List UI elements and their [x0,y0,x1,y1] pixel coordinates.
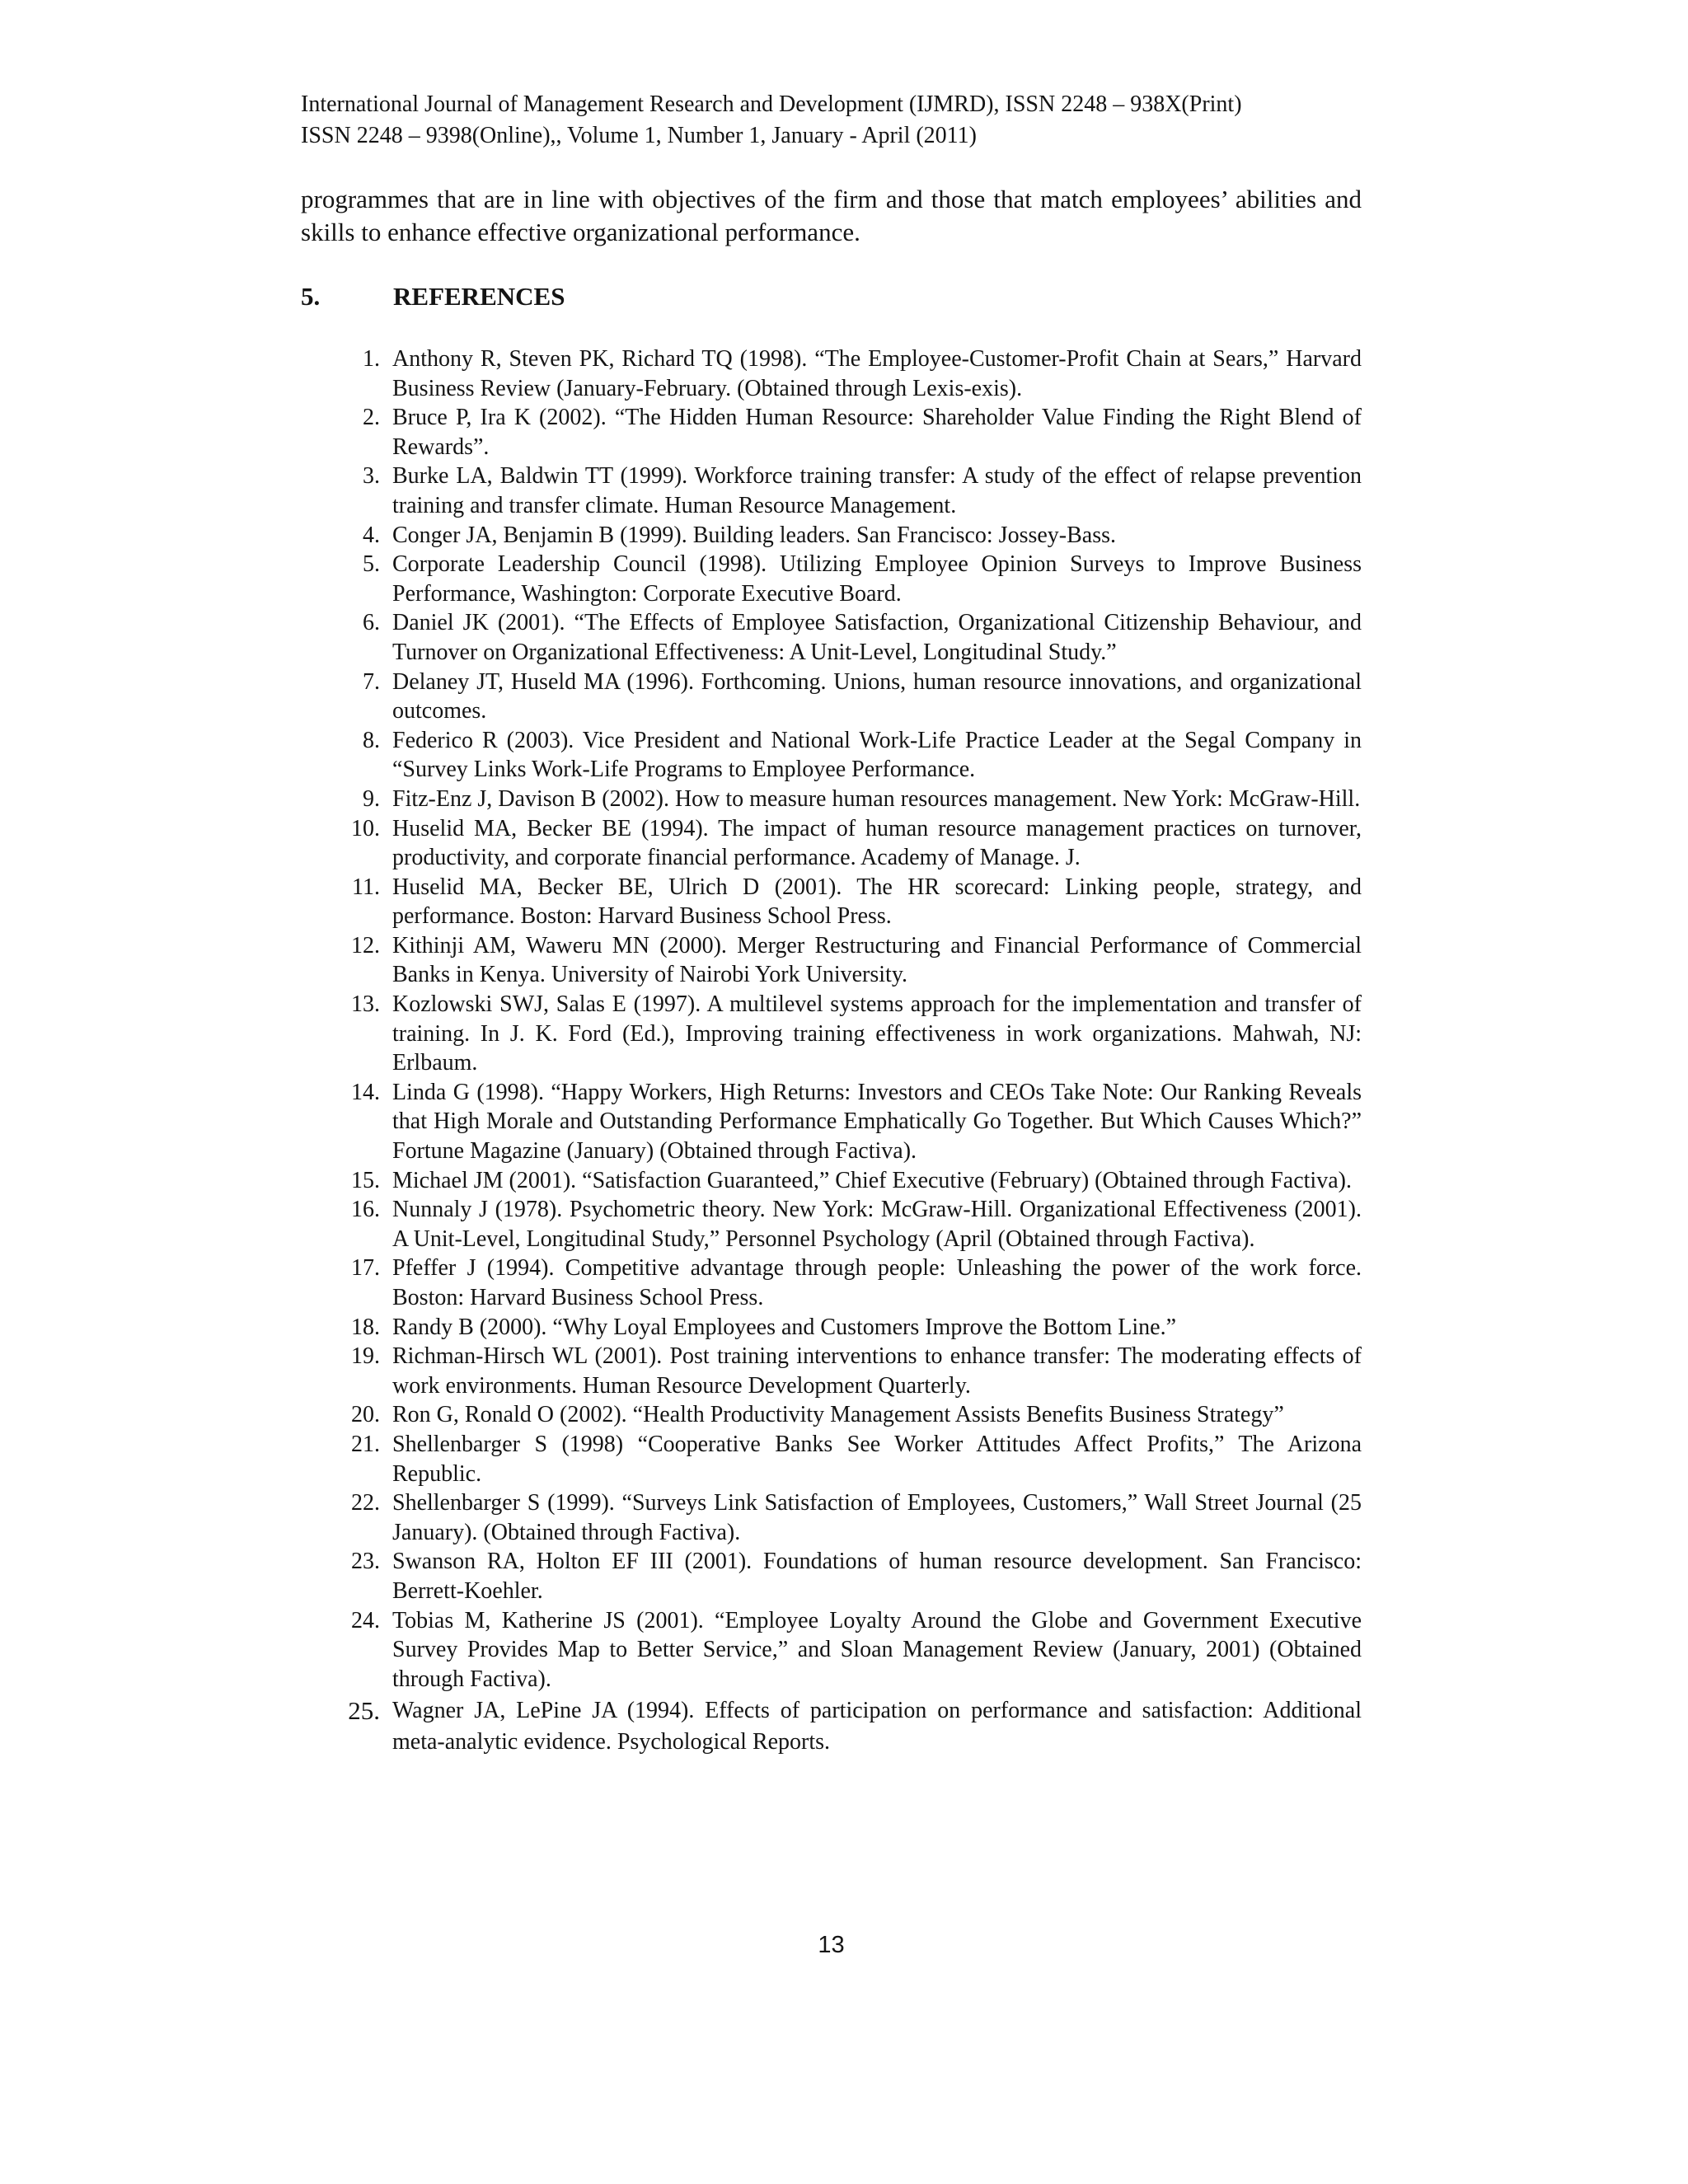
reference-item [301,1400,1362,1430]
reference-item [301,521,1362,551]
reference-number: 10. [351,815,380,841]
reference-number: 7. [363,668,380,695]
reference-number: 8. [363,727,380,753]
reference-item [301,1195,1362,1254]
reference-text: Daniel JK (2001). “The Effects of Employee Satisfaction, Organizational Citizenship Behaviour, and Turnover on Organizational Effectiveness: A Unit-Level, Longitudinal Study.” [392,610,1362,665]
reference-item [301,668,1362,726]
reference-text: Kithinji AM, Waweru MN (2000). Merger Restructuring and Financial Performance of Commercial Banks in Kenya. University of Nairobi York University. [392,932,1362,988]
reference-text: Tobias M, Katherine JS (2001). “Employee Loyalty Around the Globe and Government Executive Survey Provides Map to Better Service,” and Sloan Management Review (January, 2001) (Obtained through Factiva). [392,1607,1362,1692]
reference-number: 9. [363,785,380,812]
reference-text: Kozlowski SWJ, Salas E (1997). A multilevel systems approach for the implementation and transfer of training. In J. K. Ford (Ed.), Improving training effectiveness in work organizations. Mahwah, NJ: Erlbaum. [392,991,1362,1076]
reference-number: 17. [351,1255,380,1282]
reference-text: Swanson RA, Holton EF III (2001). Foundations of human resource development. San Francisco: Berrett-Koehler. [392,1549,1362,1604]
reference-number: 3. [363,463,380,490]
reference-item [301,403,1362,462]
reference-item [301,1254,1362,1312]
reference-item [301,1695,1362,1758]
reference-number: 12. [351,932,380,958]
reference-number: 2. [363,405,380,431]
reference-number: 11. [352,874,380,900]
reference-item [301,1547,1362,1605]
reference-text: Michael JM (2001). “Satisfaction Guaranteed,” Chief Executive (February) (Obtained through Factiva). [392,1167,1352,1193]
reference-text: Ron G, Ronald O (2002). “Health Productivity Management Assists Benefits Business Strategy” [392,1402,1284,1428]
reference-text: Conger JA, Benjamin B (1999). Building leaders. San Francisco: Jossey-Bass. [392,522,1117,548]
reference-text: Bruce P, Ira K (2002). “The Hidden Human Resource: Shareholder Value Finding the Right Blend of Rewards”. [392,405,1362,460]
page-number: 13 [818,1932,845,1958]
reference-number: 6. [363,610,380,636]
reference-item [301,462,1362,520]
reference-number: 1. [363,346,380,372]
reference-text: Randy B (2000). “Why Loyal Employees and Customers Improve the Bottom Line.” [392,1314,1177,1340]
reference-text: Anthony R, Steven PK, Richard TQ (1998). “The Employee-Customer-Profit Chain at Sears,” Harvard Business Review (January-February. (Obtained through Lexis-exis). [392,346,1362,401]
reference-number: 18. [351,1314,380,1340]
reference-item [301,814,1362,873]
reference-number: 23. [351,1549,380,1575]
reference-item [301,1313,1362,1343]
reference-text: Federico R (2003). Vice President and National Work-Life Practice Leader at the Segal Company in “Survey Links Work-Life Programs to Employee Performance. [392,727,1362,783]
reference-item [301,550,1362,608]
reference-number: 20. [351,1402,380,1428]
reference-text: Shellenbarger S (1998) “Cooperative Banks See Worker Attitudes Affect Profits,” The Arizona Republic. [392,1431,1362,1487]
reference-text: Huselid MA, Becker BE, Ulrich D (2001). The HR scorecard: Linking people, strategy, and performance. Boston: Harvard Business School Press. [392,874,1362,930]
reference-number: 19. [351,1343,380,1370]
journal-header [301,89,1362,152]
journal-header-line-2: ISSN 2248 – 9398(Online),, Volume 1, Number 1, January - April (2011) [301,123,977,148]
reference-item [301,1342,1362,1400]
reference-list [301,344,1362,1758]
reference-text: Wagner JA, LePine JA (1994). Effects of participation on performance and satisfaction: Additional meta-analytic evidence. Psychological Reports. [392,1698,1362,1755]
reference-number: 22. [351,1490,380,1516]
reference-item [301,1166,1362,1196]
reference-item [301,931,1362,990]
intro-paragraph: programmes that are in line with objectives of the firm and those that match employees’ abilities and skills to enhance effective organizational performance. [301,185,1362,246]
reference-number: 13. [351,991,380,1018]
reference-number: 21. [351,1431,380,1457]
reference-number: 14. [351,1079,380,1105]
journal-header-line-1: International Journal of Management Research and Development (IJMRD), ISSN 2248 – 938X(Print) [301,91,1242,117]
reference-number: 16. [351,1197,380,1223]
reference-text: Delaney JT, Huseld MA (1996). Forthcoming. Unions, human resource innovations, and organizational outcomes. [392,668,1362,724]
reference-text: Linda G (1998). “Happy Workers, High Returns: Investors and CEOs Take Note: Our Ranking Reveals that High Morale and Outstanding Performance Emphatically Go Together. But Which Causes Which?” Fortune Magazine (January) (Obtained through Factiva). [392,1079,1362,1165]
reference-text: Pfeffer J (1994). Competitive advantage through people: Unleashing the power of the work force. Boston: Harvard Business School Press. [392,1255,1362,1310]
reference-text: Fitz-Enz J, Davison B (2002). How to measure human resources management. New York: McGraw-Hill. [392,785,1361,812]
reference-text: Huselid MA, Becker BE (1994). The impact of human resource management practices on turnover, productivity, and corporate financial performance. Academy of Manage. J. [392,815,1362,871]
reference-item [301,990,1362,1078]
reference-item [301,608,1362,667]
reference-number: 25. [348,1696,380,1726]
reference-item [301,1430,1362,1488]
reference-number: 5. [363,551,380,578]
reference-number: 4. [363,522,380,548]
reference-text: Shellenbarger S (1999). “Surveys Link Satisfaction of Employees, Customers,” Wall Street Journal (25 January). (Obtained through Factiva). [392,1490,1362,1545]
reference-item [301,1606,1362,1694]
section-title: REFERENCES [393,282,565,311]
reference-text: Richman-Hirsch WL (2001). Post training interventions to enhance transfer: The moderating effects of work environments. Human Resource Development Quarterly. [392,1343,1362,1399]
reference-item [301,726,1362,785]
reference-text: Burke LA, Baldwin TT (1999). Workforce training transfer: A study of the effect of relapse prevention training and transfer climate. Human Resource Management. [392,463,1362,518]
reference-item [301,873,1362,931]
reference-text: Corporate Leadership Council (1998). Utilizing Employee Opinion Surveys to Improve Business Performance, Washington: Corporate Executive Board. [392,551,1362,607]
reference-item [301,785,1362,814]
reference-item [301,1078,1362,1166]
reference-item [301,1488,1362,1547]
reference-item [301,344,1362,403]
section-number: 5. [301,282,321,311]
reference-number: 15. [351,1167,380,1193]
section-heading [301,280,1362,313]
reference-number: 24. [351,1607,380,1633]
reference-text: Nunnaly J (1978). Psychometric theory. New York: McGraw-Hill. Organizational Effectiveness (2001). A Unit-Level, Longitudinal Study,” Personnel Psychology (April (Obtained through Factiva). [392,1197,1362,1252]
